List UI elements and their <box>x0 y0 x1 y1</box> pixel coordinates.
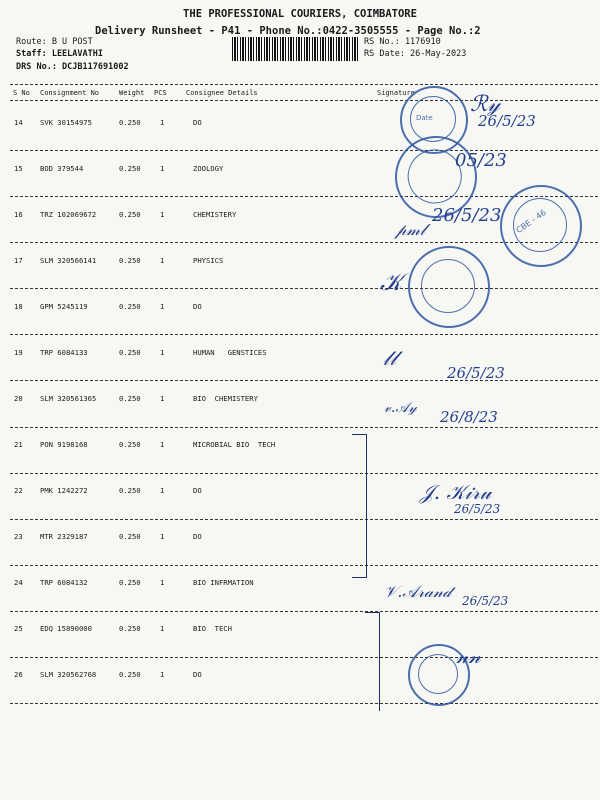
signature-scribble: 𝓁𝓁 <box>383 346 397 370</box>
pcs: 1 <box>160 394 165 403</box>
col-consignee: Consignee Details <box>186 89 258 97</box>
header-divider-top <box>10 84 598 85</box>
rs-date: RS Date: 26-May-2023 <box>364 49 467 59</box>
row-divider <box>10 380 598 381</box>
consignee: DO <box>193 118 202 127</box>
stamp-date-label: Date <box>416 114 433 122</box>
weight: 0.250 <box>119 440 141 449</box>
pcs: 1 <box>160 302 165 311</box>
consignment-no: MTR 2329187 <box>40 532 88 541</box>
row-divider <box>10 150 598 151</box>
signature-date: 26/5/23 <box>462 594 509 608</box>
department-stamp <box>500 185 582 267</box>
sno: 21 <box>14 440 23 449</box>
row-divider <box>10 427 598 428</box>
consignment-no: SLM 320561365 <box>40 394 97 403</box>
row-divider <box>10 703 598 704</box>
col-consignment: Consignment No <box>40 89 100 97</box>
weight: 0.250 <box>119 578 141 587</box>
sno: 23 <box>14 532 23 541</box>
sno: 20 <box>14 394 23 403</box>
row-divider <box>10 473 598 474</box>
grouping-bracket <box>365 612 380 711</box>
weight: 0.250 <box>119 302 141 311</box>
consignment-no: SVK 30154975 <box>40 118 92 127</box>
signature-scribble: 𝒱.𝒜𝓇𝒶𝓃𝒹 <box>384 582 451 601</box>
pcs: 1 <box>160 624 165 633</box>
stamp-code: CBE - 46 <box>514 207 548 236</box>
consignee: DO <box>193 486 202 495</box>
pcs: 1 <box>160 578 165 587</box>
consignment-no: EDQ 15890000 <box>40 624 92 633</box>
weight: 0.250 <box>119 486 141 495</box>
col-sno: S No <box>13 89 30 97</box>
consignee: HUMAN GENSTICES <box>193 348 267 357</box>
sno: 18 <box>14 302 23 311</box>
pcs: 1 <box>160 440 165 449</box>
pcs: 1 <box>160 164 165 173</box>
consignee: BIO TECH <box>193 624 232 633</box>
consignment-no: TRZ 102069672 <box>40 210 97 219</box>
weight: 0.250 <box>119 394 141 403</box>
consignee: BIO CHEMISTERY <box>193 394 258 403</box>
signature-scribble: 𝓅𝓂𝓁 <box>395 220 426 239</box>
signature-scribble: 𝓋.𝒜𝓎 <box>384 400 417 416</box>
row-divider <box>10 196 598 197</box>
drs-number: DRS No.: DCJB117691002 <box>16 62 129 72</box>
signature-scribble: 𝒦 <box>380 268 403 296</box>
sno: 14 <box>14 118 23 127</box>
barcode <box>232 37 360 61</box>
consignment-no: PMK 1242272 <box>40 486 88 495</box>
row-divider <box>10 657 598 658</box>
weight: 0.250 <box>119 348 141 357</box>
row-divider <box>10 565 598 566</box>
signature-scribble: ℛ𝓎 <box>470 92 501 117</box>
col-pcs: PCS <box>154 89 167 97</box>
consignment-no: BOD 379544 <box>40 164 84 173</box>
consignee: CHEMISTERY <box>193 210 237 219</box>
sno: 17 <box>14 256 23 265</box>
consignee: ZOOLOGY <box>193 164 224 173</box>
row-divider <box>10 519 598 520</box>
sno: 24 <box>14 578 23 587</box>
consignment-no: TRP 6084132 <box>40 578 88 587</box>
sno: 26 <box>14 670 23 679</box>
sno: 16 <box>14 210 23 219</box>
sno: 25 <box>14 624 23 633</box>
consignment-no: PON 9198168 <box>40 440 88 449</box>
col-weight: Weight <box>119 89 145 97</box>
weight: 0.250 <box>119 532 141 541</box>
pcs: 1 <box>160 670 165 679</box>
grouping-bracket <box>352 434 367 578</box>
consignment-no: GPM 5245119 <box>40 302 88 311</box>
route: Route: B U POST <box>16 37 93 47</box>
signature-date: 26/5/23 <box>432 205 502 226</box>
consignment-no: SLM 320566141 <box>40 256 97 265</box>
signature-scribble: 𝒥. 𝒦𝒾𝓇𝓊 <box>420 480 492 504</box>
sno: 19 <box>14 348 23 357</box>
rs-number: RS No.: 1176910 <box>364 37 441 47</box>
weight: 0.250 <box>119 210 141 219</box>
row-divider <box>10 288 598 289</box>
weight: 0.250 <box>119 624 141 633</box>
consignment-no: SLM 320562768 <box>40 670 97 679</box>
pcs: 1 <box>160 486 165 495</box>
pcs: 1 <box>160 118 165 127</box>
signature-date: 26/8/23 <box>440 408 498 426</box>
weight: 0.250 <box>119 164 141 173</box>
weight: 0.250 <box>119 118 141 127</box>
signature-date: 26/5/23 <box>447 364 505 382</box>
runsheet-title: Delivery Runsheet - P41 - Phone No.:0422-3505555 - Page No.:2 <box>95 25 481 37</box>
consignee: PHYSICS <box>193 256 224 265</box>
department-stamp <box>408 246 490 328</box>
consignee: BIO INFRMATION <box>193 578 254 587</box>
row-divider <box>10 334 598 335</box>
consignment-no: TRP 6084133 <box>40 348 88 357</box>
col-signature: Signature <box>377 89 415 97</box>
pcs: 1 <box>160 532 165 541</box>
weight: 0.250 <box>119 256 141 265</box>
signature-scribble: 𝓃𝓃 <box>456 644 481 668</box>
pcs: 1 <box>160 210 165 219</box>
header-divider-bottom <box>10 100 598 101</box>
consignee: DO <box>193 302 202 311</box>
sno: 22 <box>14 486 23 495</box>
signature-date: 26/5/23 <box>454 502 501 516</box>
pcs: 1 <box>160 348 165 357</box>
pcs: 1 <box>160 256 165 265</box>
consignee: MICROBIAL BIO TECH <box>193 440 276 449</box>
company-title: THE PROFESSIONAL COURIERS, COIMBATORE <box>183 8 417 20</box>
sno: 15 <box>14 164 23 173</box>
consignee: DO <box>193 670 202 679</box>
row-divider <box>10 611 598 612</box>
staff: Staff: LEELAVATHI <box>16 49 103 59</box>
weight: 0.250 <box>119 670 141 679</box>
signature-date: 26/5/23 <box>478 112 536 130</box>
consignee: DO <box>193 532 202 541</box>
signature-date: 05/23 <box>455 150 507 171</box>
